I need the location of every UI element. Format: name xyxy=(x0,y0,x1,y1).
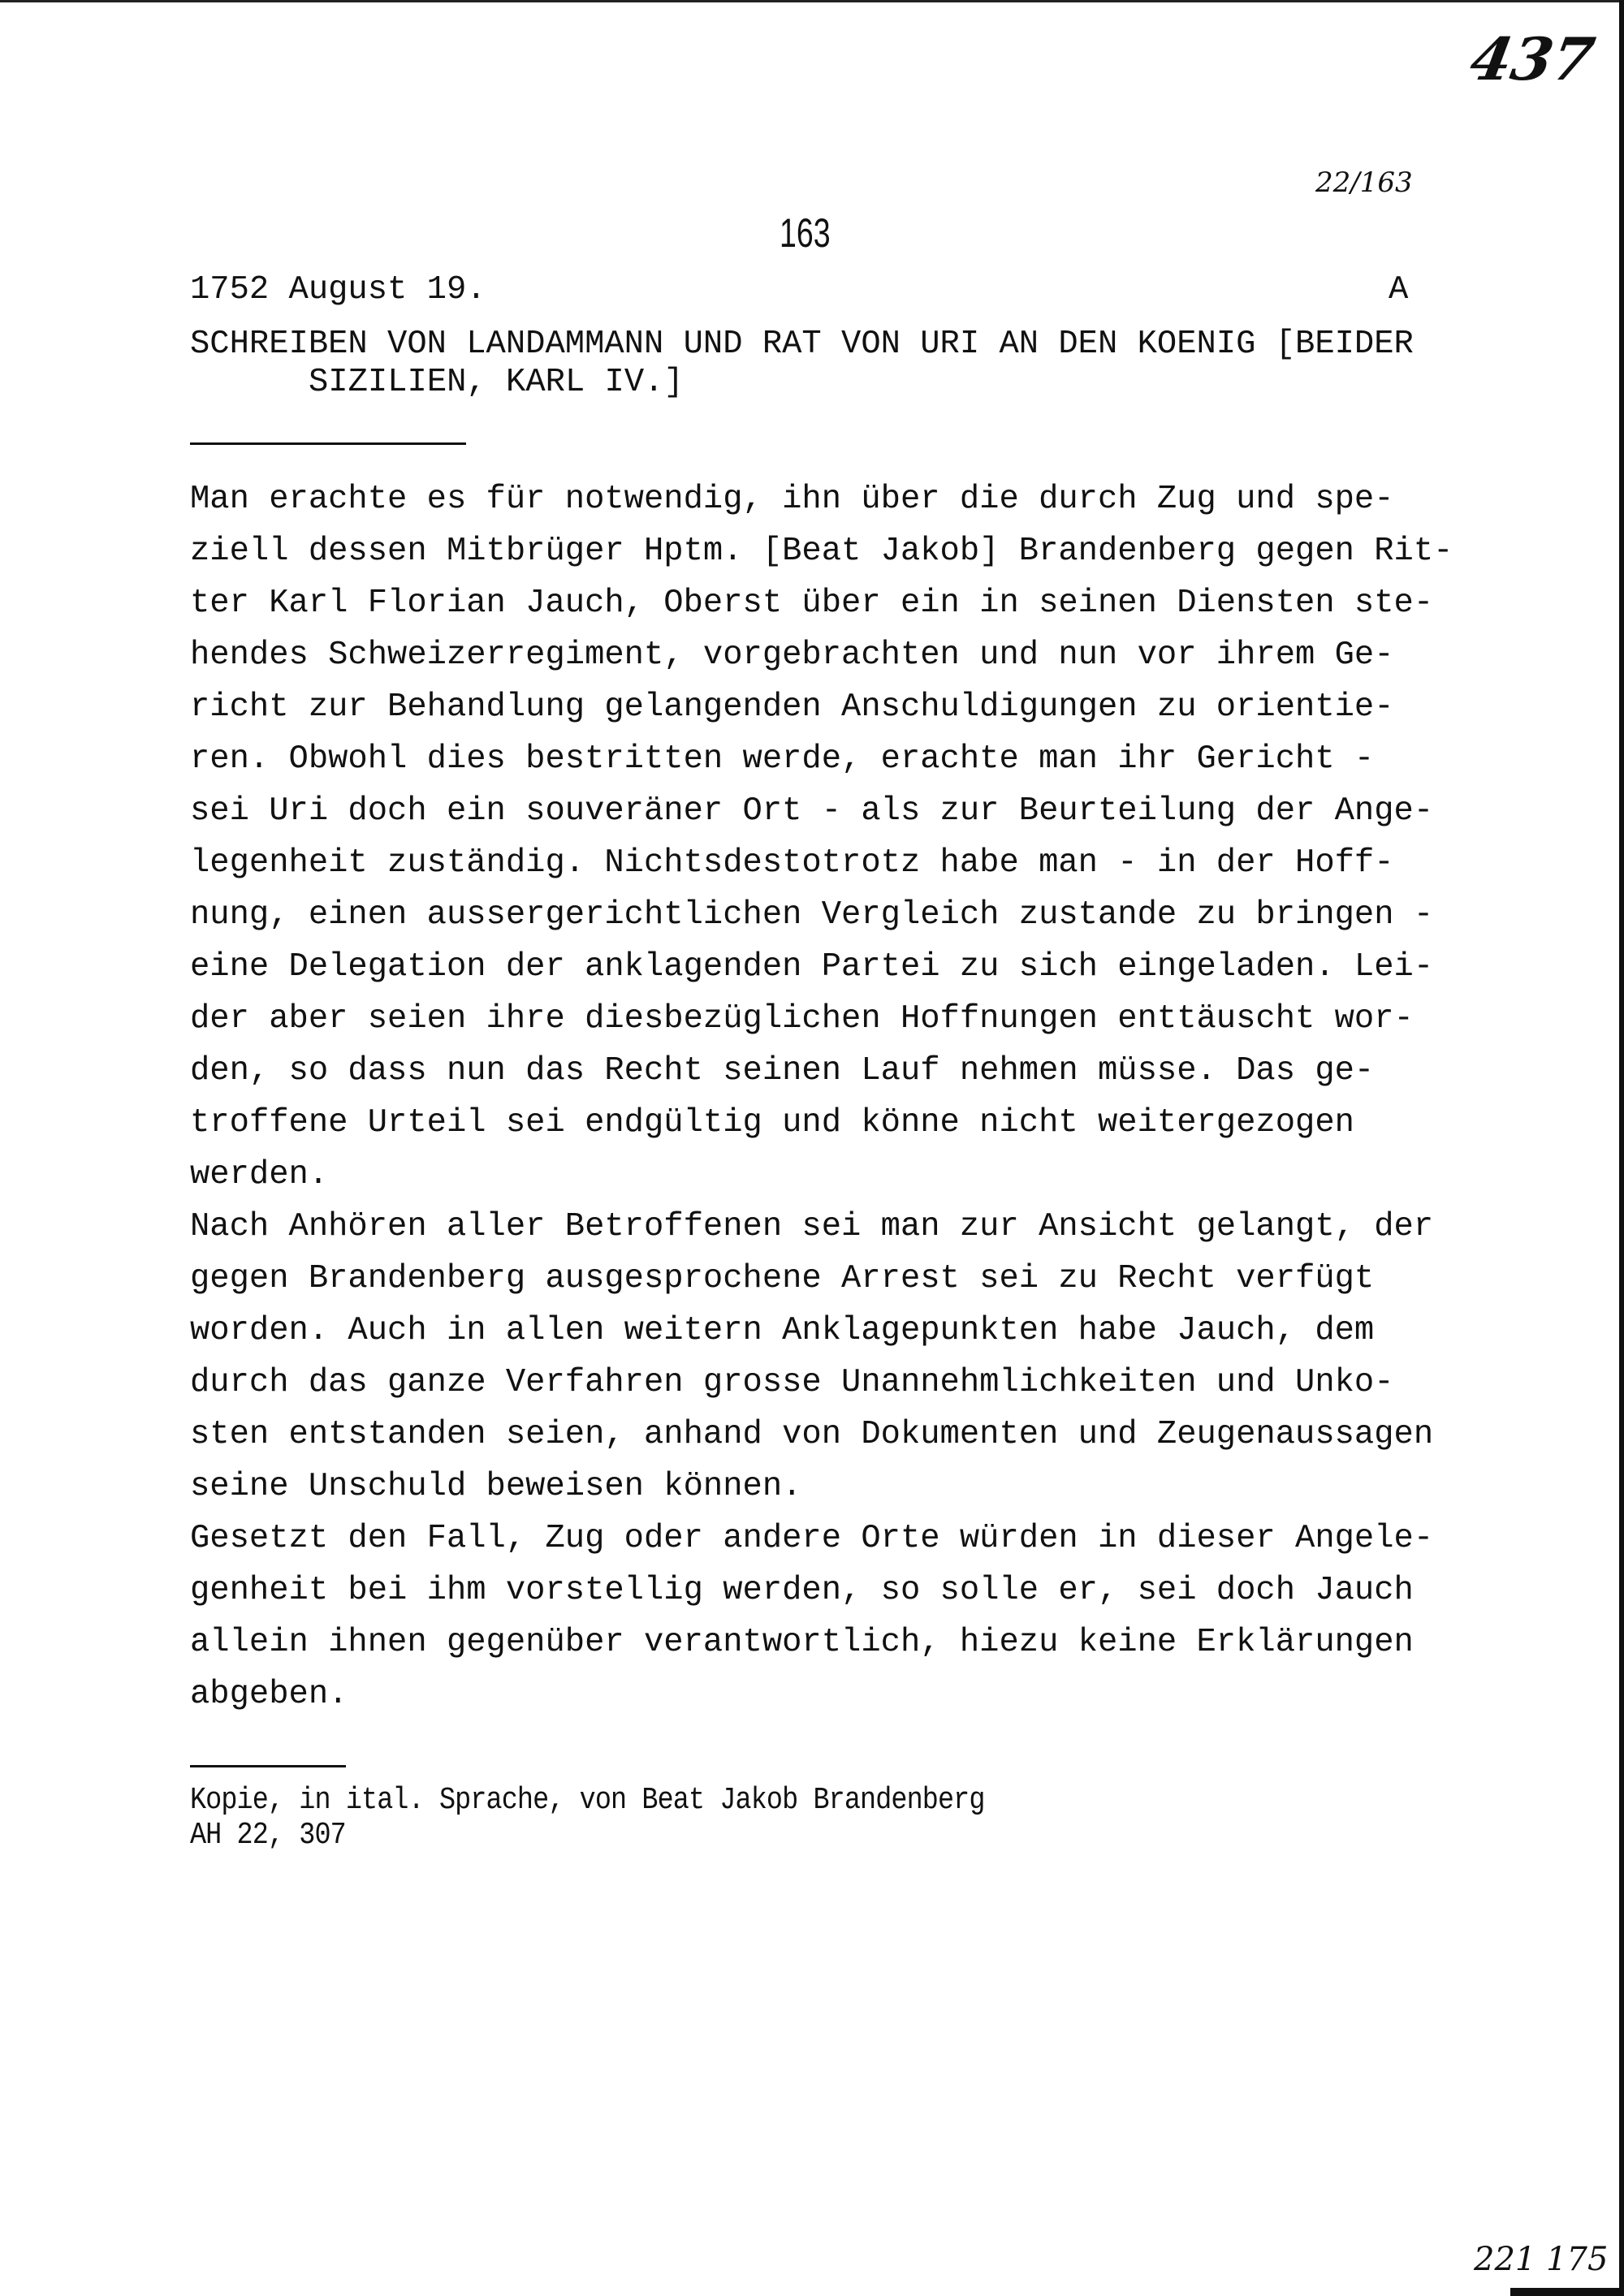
body-line: ren. Obwohl dies bestritten werde, erachte man ihr Gericht - xyxy=(190,740,1375,778)
body-line: ziell dessen Mitbrüger Hptm. [Beat Jakob] Brandenberg gegen Rit- xyxy=(190,533,1453,570)
body-line: gegen Brandenberg ausgesprochene Arrest sei zu Recht verfügt xyxy=(190,1260,1375,1297)
title-line-2: SIZILIEN, KARL IV.] xyxy=(309,364,684,401)
handwritten-folio-number: 437 xyxy=(1465,24,1600,93)
body-line: den, so dass nun das Recht seinen Lauf nehmen müsse. Das ge- xyxy=(190,1052,1375,1090)
body-line: eine Delegation der anklagenden Partei zu sich eingeladen. Lei- xyxy=(190,948,1434,986)
body-line: troffene Urteil sei endgültig und könne nicht weitergezogen xyxy=(190,1104,1354,1142)
body-line: legenheit zuständig. Nichtsdestotrotz habe man - in der Hoff- xyxy=(190,844,1394,882)
document-date: 1752 August 19. xyxy=(190,271,486,309)
body-line: werden. xyxy=(190,1156,329,1193)
scan-edge-right xyxy=(1619,0,1624,2296)
body-line: abgeben. xyxy=(190,1676,348,1713)
body-line: nung, einen aussergerichtlichen Vergleich zustande zu bringen - xyxy=(190,896,1434,934)
handwritten-bottom-number: 221 175 xyxy=(1474,2241,1609,2278)
body-line: ter Karl Florian Jauch, Oberst über ein in seinen Diensten ste- xyxy=(190,585,1434,622)
body-line: worden. Auch in allen weitern Anklagepunkten habe Jauch, dem xyxy=(190,1312,1375,1349)
body-text xyxy=(190,473,1453,1720)
body-line: Nach Anhören aller Betroffenen sei man zur Ansicht gelangt, der xyxy=(190,1208,1434,1245)
footnote-rule xyxy=(190,1765,346,1767)
header-rule xyxy=(190,442,466,445)
title-line-1: SCHREIBEN VON LANDAMMANN UND RAT VON URI AN DEN KOENIG [BEIDER xyxy=(190,326,1414,363)
scan-edge-bottom xyxy=(1510,2288,1624,2296)
body-line: allein ihnen gegenüber verantwortlich, hiezu keine Erklärungen xyxy=(190,1624,1414,1661)
footnote-source: Kopie, in ital. Sprache, von Beat Jakob Brandenberg xyxy=(190,1783,985,1818)
body-line: sten entstanden seien, anhand von Dokumenten und Zeugenaussagen xyxy=(190,1416,1434,1453)
body-line: der aber seien ihre diesbezüglichen Hoffnungen enttäuscht wor- xyxy=(190,1000,1414,1038)
body-line: richt zur Behandlung gelangenden Anschuldigungen zu orientie- xyxy=(190,688,1394,726)
reference-number: 22/163 xyxy=(1315,166,1413,199)
body-line: sei Uri doch ein souveräner Ort - als zur Beurteilung der Ange- xyxy=(190,792,1434,830)
body-line: seine Unschuld beweisen können. xyxy=(190,1468,802,1505)
body-line: durch das ganze Verfahren grosse Unannehmlichkeiten und Unko- xyxy=(190,1364,1394,1401)
body-line: Gesetzt den Fall, Zug oder andere Orte würden in dieser Angele- xyxy=(190,1520,1434,1557)
body-line: hendes Schweizerregiment, vorgebrachten und nun vor ihrem Ge- xyxy=(190,637,1394,674)
footnote-archive: AH 22, 307 xyxy=(190,1818,346,1853)
document-number: 163 xyxy=(780,210,831,256)
scan-edge-top xyxy=(0,0,1624,2)
body-line: genheit bei ihm vorstellig werden, so solle er, sei doch Jauch xyxy=(190,1572,1414,1609)
classification-letter: A xyxy=(1389,271,1409,309)
body-line: Man erachte es für notwendig, ihn über die durch Zug und spe- xyxy=(190,481,1394,518)
